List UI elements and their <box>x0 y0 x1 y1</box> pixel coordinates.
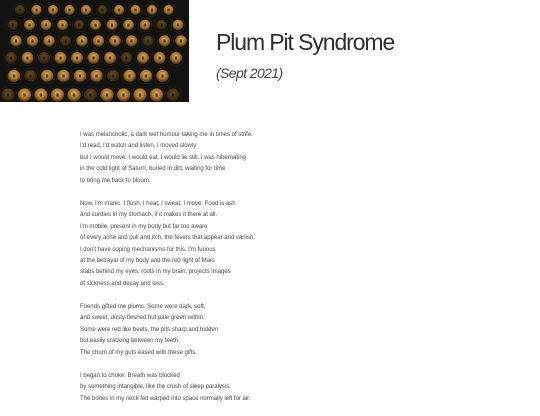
typewriter-key-glyph <box>97 39 99 42</box>
typewriter-key-glyph <box>46 74 48 77</box>
typewriter-key-glyph <box>26 56 28 59</box>
stanza <box>80 301 400 358</box>
typewriter-key-glyph <box>109 56 111 59</box>
typewriter-key-glyph <box>45 23 47 26</box>
typewriter-key-glyph <box>128 74 130 77</box>
typewriter-key-glyph <box>48 39 50 42</box>
stanza <box>80 198 400 290</box>
typewriter-key-glyph <box>62 74 64 77</box>
typewriter-key-glyph <box>95 74 97 77</box>
typewriter-key-glyph <box>64 39 66 42</box>
typewriter-key-glyph <box>101 8 103 11</box>
typewriter-key-glyph <box>142 56 144 59</box>
typewriter-key-glyph <box>111 23 113 26</box>
typewriter-key-glyph <box>167 8 169 11</box>
page-title: Plum Pit Syndrome <box>216 29 395 55</box>
typewriter-key-glyph <box>125 56 127 59</box>
typewriter-key-glyph <box>161 74 163 77</box>
typewriter-key-glyph <box>7 93 9 96</box>
typewriter-key-glyph <box>89 93 91 96</box>
poem-line: stabs behind my eyes, roots in my brain, projects images <box>80 268 231 276</box>
typewriter-key-glyph <box>172 93 174 96</box>
poem-line: I was melancholic, a dark wet humour taking me in times of strife. <box>80 131 253 138</box>
typewriter-key-glyph <box>12 23 14 26</box>
poem-line: I began to choke. Breath was blocked <box>80 371 180 379</box>
typewriter-key-glyph <box>160 23 162 26</box>
poem-body <box>80 129 400 416</box>
typewriter-key-glyph <box>31 39 33 42</box>
stanza <box>80 370 400 404</box>
typewriter-key-glyph <box>118 8 120 11</box>
poem-line: and curdles in my stomach, if it makes it there at all. <box>80 211 218 219</box>
typewriter-key-glyph <box>139 93 141 96</box>
typewriter-key-glyph <box>59 56 61 59</box>
poem-line: I don't have coping mechanisms for this. I'm furious <box>80 245 216 253</box>
typewriter-key-glyph <box>43 56 45 59</box>
typewriter-key-glyph <box>35 8 37 11</box>
poem-line: I'm mobile, present in my body but far too aware <box>80 222 208 230</box>
poem-line: of sickness and decay and loss. <box>80 279 165 287</box>
typewriter-key-glyph <box>40 93 42 96</box>
title-block <box>216 28 394 82</box>
typewriter-key-glyph <box>10 56 12 59</box>
typewriter-key-glyph <box>79 74 81 77</box>
typewriter-key-glyph <box>85 8 87 11</box>
typewriter-key-glyph <box>147 39 149 42</box>
typewriter-key-glyph <box>130 39 132 42</box>
typewriter-key-glyph <box>29 74 31 77</box>
poem-line: Some were red like beets, the pits sharp and hidden <box>80 325 219 333</box>
typewriter-key-glyph <box>127 23 129 26</box>
poem-line: I'd read, I'd watch and listen, I moved slowly <box>80 142 197 150</box>
poem-date: (Sept 2021) <box>216 65 283 81</box>
typewriter-key-glyph <box>158 56 160 59</box>
typewriter-key-glyph <box>175 56 177 59</box>
typewriter-key-glyph <box>94 23 96 26</box>
typewriter-key-glyph <box>92 56 94 59</box>
typewriter-key-glyph <box>134 8 136 11</box>
typewriter-key-glyph <box>81 39 83 42</box>
typewriter-key-glyph <box>144 23 146 26</box>
poem-line: but easily cracking between my teeth. <box>80 337 180 345</box>
typewriter-key-glyph <box>61 23 63 26</box>
typewriter-key-glyph <box>177 23 179 26</box>
typewriter-keys-graphic <box>0 0 189 102</box>
poem-line: Friends gifted me plums. Some were dark, soft, <box>80 302 206 310</box>
typewriter-key-glyph <box>151 8 153 11</box>
poem-line: by something intangible, like the crush of sleep paralysis. <box>80 383 231 391</box>
typewriter-key-glyph <box>76 56 78 59</box>
typewriter-keys-image <box>0 0 189 102</box>
typewriter-key-glyph <box>19 8 21 11</box>
typewriter-key-glyph <box>23 93 25 96</box>
typewriter-key-glyph <box>106 93 108 96</box>
poem-line: The churn of my guts eased with these gifts. <box>80 348 198 356</box>
typewriter-key-glyph <box>52 8 54 11</box>
poem-line: but I would move. I would eat. I would lie still. I was hibernating <box>80 153 247 161</box>
typewriter-key-glyph <box>73 93 75 96</box>
typewriter-key-glyph <box>122 93 124 96</box>
poem-line: Now, I'm manic. I flush, I heat, I sweat, I move. Food is ash <box>80 199 236 207</box>
poem-line: of every ache and pull and itch, the fevers that appear and vanish. <box>80 234 255 242</box>
poem-line: and sweet, dusty-fleshed but pale green within. <box>80 314 205 322</box>
typewriter-key-glyph <box>114 39 116 42</box>
poem-line: at the betrayal of my body and the red light of Mars <box>80 257 215 265</box>
typewriter-key-glyph <box>56 93 58 96</box>
poem-line: The bones in my neck felt warped into space normally left for air. <box>80 394 251 402</box>
typewriter-key-glyph <box>78 23 80 26</box>
typewriter-key-glyph <box>13 74 15 77</box>
typewriter-key-glyph <box>15 39 17 42</box>
typewriter-key-glyph <box>163 39 165 42</box>
typewriter-key-glyph <box>180 39 182 42</box>
poem-line: to bring me back to bloom. <box>80 176 151 184</box>
typewriter-key-glyph <box>112 74 114 77</box>
typewriter-key-glyph <box>68 8 70 11</box>
typewriter-key-glyph <box>145 74 147 77</box>
poem-line: in the cold light of Saturn, buried in dirt, waiting for time <box>80 165 226 173</box>
typewriter-key-glyph <box>28 23 30 26</box>
stanza <box>80 129 400 186</box>
typewriter-key-glyph <box>155 93 157 96</box>
